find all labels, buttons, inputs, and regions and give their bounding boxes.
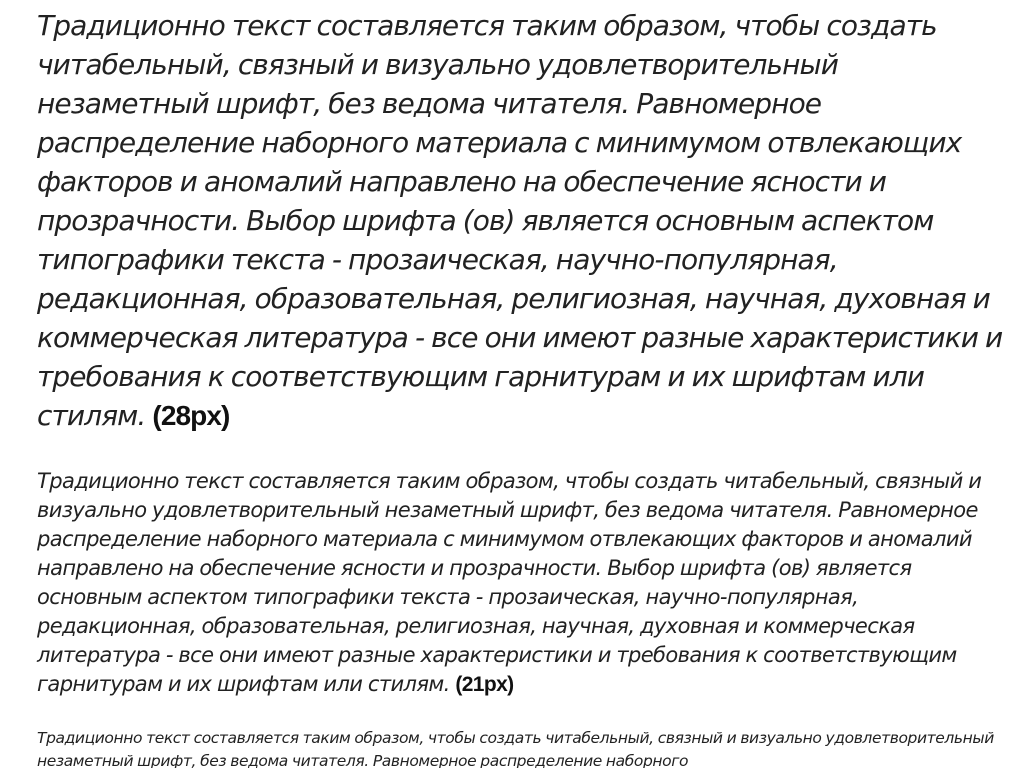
sample-paragraph-28px [37,6,1012,435]
size-label-28px: (28px) [152,400,230,431]
sample-text-21px: Традиционно текст составляется таким образом, чтобы создать читабельный, связный и визуально удовлетворительный незаметный шрифт, без ведома читателя. Равномерное распределение наборного материала с минимумом отвлекающих факторов и аномалий направлено на обеспечение ясности и прозрачности. Выбор шрифта (ов) является основным аспектом типографики текста - прозаическая, научно-популярная, редакционная, образовательная, религиозная, научная, духовная и коммерческая литература - все они имеют разные характеристики и требования к соответствующим гарнитурам и их шрифтам или стилям. [37,469,982,696]
sample-text-28px: Традиционно текст составляется таким образом, чтобы создать читабельный, связный и визуально удовлетворительный незаметный шрифт, без ведома читателя. Равномерное распределение наборного материала с минимумом отвлекающих факторов и аномалий направлено на обеспечение ясности и прозрачности. Выбор шрифта (ов) является основным аспектом типографики текста - прозаическая, научно-популярная, редакционная, образовательная, религиозная, научная, духовная и коммерческая литература - все они имеют разные характеристики и требования к соответствующим гарнитурам и их шрифтам или стилям. [37,9,1003,432]
sample-paragraph-small [37,727,1002,768]
size-label-21px: (21px) [455,673,514,696]
sample-paragraph-21px [37,467,1002,699]
sample-text-small: Традиционно текст составляется таким образом, чтобы создать читабельный, связный и визуально удовлетворительный незаметный шрифт, без ведома читателя. Равномерное распределение наборного [37,729,994,768]
